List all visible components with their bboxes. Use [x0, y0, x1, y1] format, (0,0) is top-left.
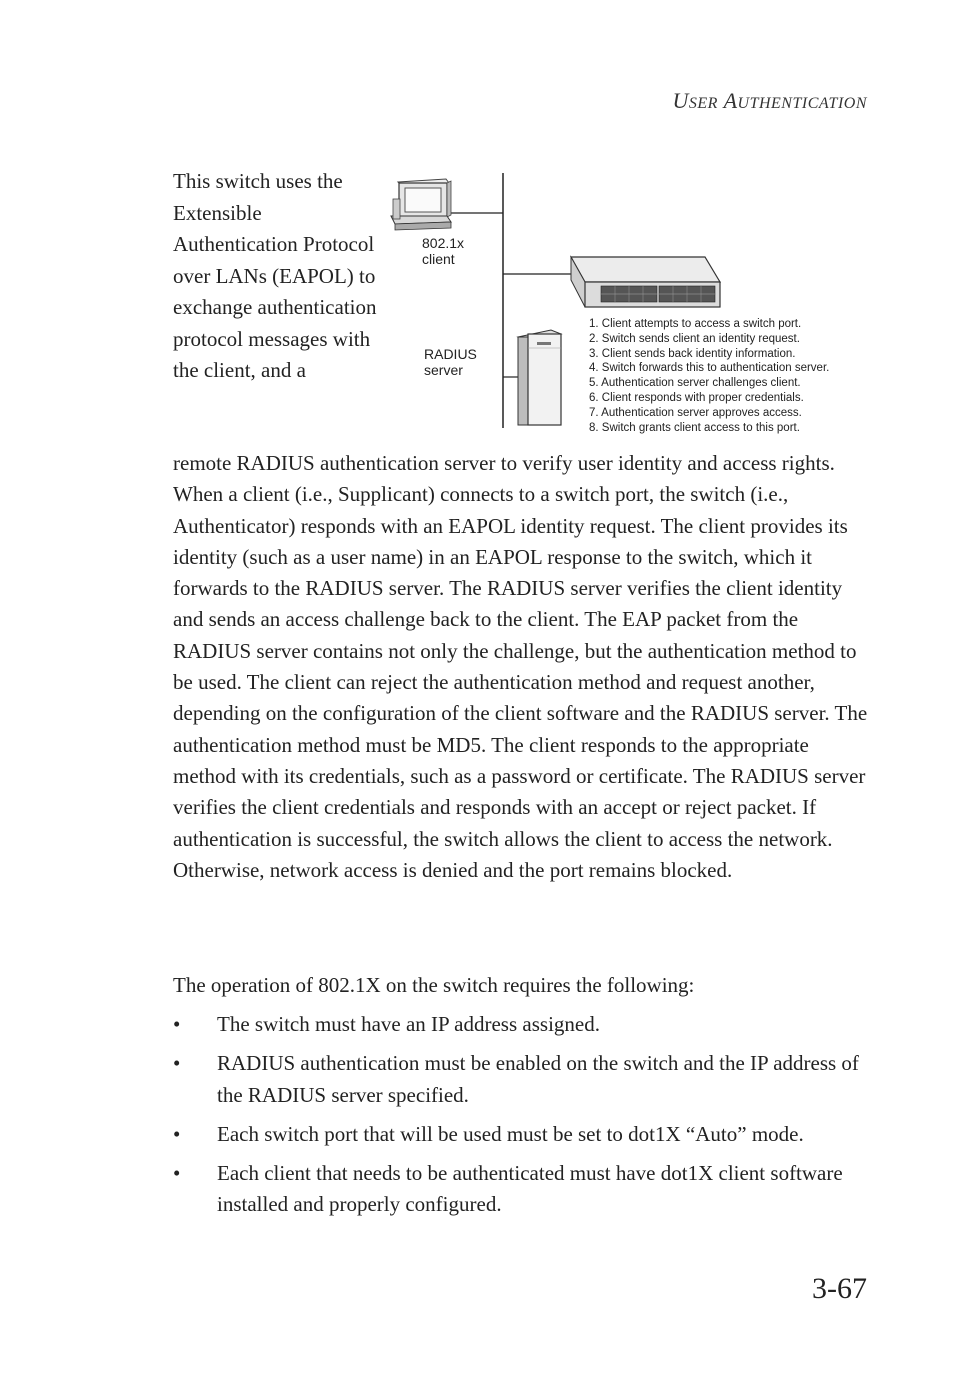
list-item: • Each switch port that will be used must be set to dot1X “Auto” mode. [173, 1119, 873, 1150]
authentication-steps-list [589, 317, 829, 435]
step-item: 8. Switch grants client access to this port. [589, 421, 800, 434]
pc-computer-icon [391, 179, 451, 230]
server-label: RADIUS server [424, 346, 477, 378]
list-item: • The switch must have an IP address assigned. [173, 1009, 873, 1040]
list-item: • Each client that needs to be authenticated must have dot1X client software installed and properly configured. [173, 1158, 873, 1221]
bullet-icon: • [173, 1121, 181, 1146]
step-item: 1. Client attempts to access a switch port. [589, 318, 802, 330]
intro-paragraph: This switch uses the Extensible Authentication Protocol over LANs (EAPOL) to exchange authentication protocol messages with the client, and a [173, 169, 377, 382]
radius-server-icon [518, 330, 561, 425]
requirements-intro: The operation of 802.1X on the switch requires the following: [173, 973, 695, 997]
list-item: • RADIUS authentication must be enabled on the switch and the IP address of the RADIUS server specified. [173, 1048, 873, 1111]
step-item: 4. Switch forwards this to authentication server. [589, 362, 830, 375]
eapol-authentication-figure [385, 170, 870, 435]
step-item: 7. Authentication server approves access. [589, 406, 802, 419]
network-switch-icon [571, 257, 720, 307]
bullet-icon: • [173, 1051, 181, 1076]
bullet-icon: • [173, 1161, 181, 1186]
body-paragraph: remote RADIUS authentication server to verify user identity and access rights. When a client (i.e., Supplicant) connects to a switch port, the switch (i.e., Authenticator) responds with an EAPOL identity request. The client provides its identity (such as a user name) in an EAPOL response to the switch, which it forwards to the RADIUS server. The RADIUS server verifies the client identity and sends an access challenge back to the client. The EAP packet from the RADIUS server contains not only the challenge, but the authentication method to be used. The client can reject the authentication method and request another, depending on the configuration of the client software and the RADIUS server. The authentication method must be MD5. The client responds to the appropriate method with its credentials, such as a password or certificate. The RADIUS server verifies the client credentials and responds with an accept or reject packet. If authentication is successful, the switch allows the client to access the network. Otherwise, network access is denied and the port remains blocked. [173, 451, 868, 882]
step-item: 6. Client responds with proper credentials. [589, 391, 804, 404]
running-header: USER AUTHENTICATION [672, 88, 867, 113]
bullet-icon: • [173, 1012, 181, 1036]
page-number: 3-67 [812, 1272, 867, 1305]
step-item: 5. Authentication server challenges client. [589, 377, 801, 390]
requirements-list [173, 1009, 873, 1229]
step-item: 3. Client sends back identity information. [589, 347, 796, 360]
step-item: 2. Switch sends client an identity request. [589, 332, 800, 345]
client-label: 802.1x client [422, 235, 465, 267]
